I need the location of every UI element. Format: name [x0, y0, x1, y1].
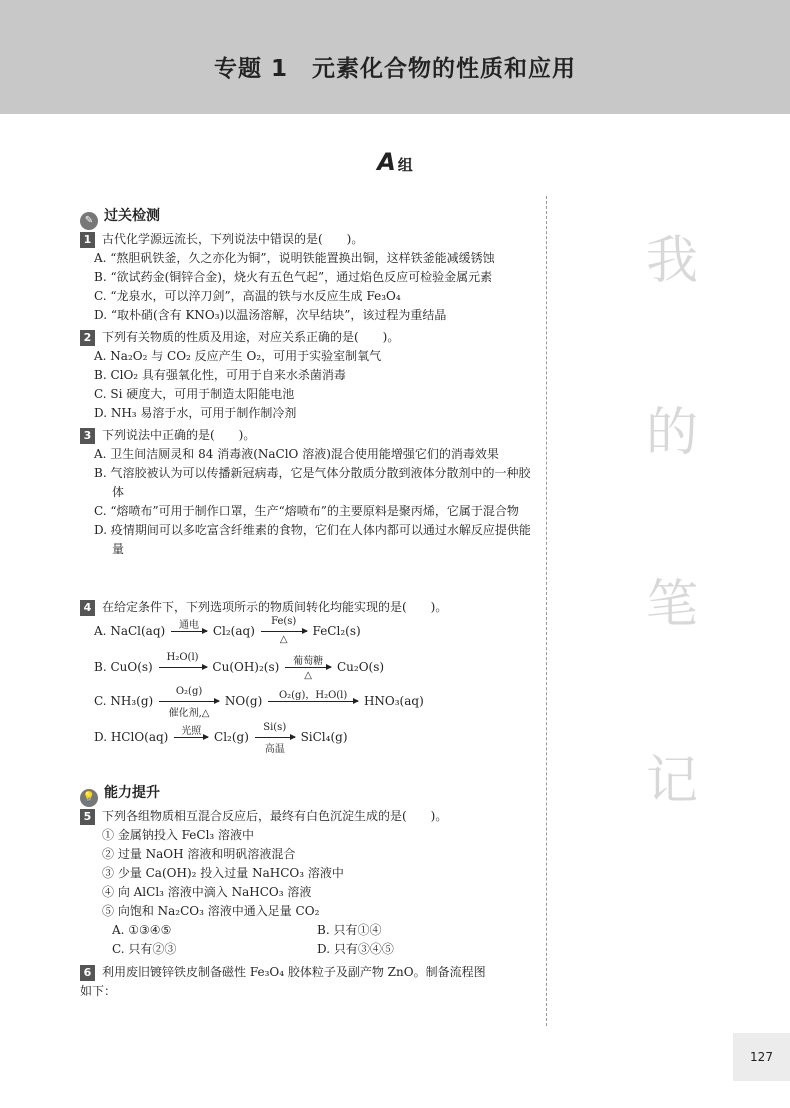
question-stem: 利用废旧镀锌铁皮制备磁性 Fe₃O₄ 胶体粒子及副产物 ZnO。制备流程图: [102, 965, 486, 979]
option-label: B.: [94, 660, 107, 674]
option: B. “欲试药金(铜锌合金)，烧火有五色气起”，通过焰色反应可检验金属元素: [94, 270, 493, 284]
option: C. Si 硬度大，可用于制造太阳能电池: [94, 387, 295, 401]
question-stem: 古代化学源远流长，下列说法中错误的是( )。: [102, 232, 364, 246]
question-stem: 在给定条件下，下列选项所示的物质间转化均能实现的是( )。: [102, 600, 448, 614]
option: A. Na₂O₂ 与 CO₂ 反应产生 O₂，可用于实验室制氧气: [94, 349, 382, 363]
option: A. “熬胆矾铁釜，久之亦化为铜”，说明铁能置换出铜，这样铁釜能减缓锈蚀: [94, 251, 495, 265]
species: NaCl(aq): [110, 624, 166, 638]
page-number: 127: [733, 1033, 790, 1081]
species: Cu₂O(s): [336, 660, 385, 674]
reaction-arrow: [174, 726, 208, 738]
reaction-arrow: [159, 686, 219, 719]
list-item: ③ 少量 Ca(OH)₂ 投入过量 NaHCO₃ 溶液中: [102, 866, 344, 880]
arrow-condition: 葡萄糖: [293, 656, 324, 667]
section-heading-improve: [80, 782, 160, 807]
option: B. ClO₂ 具有强氧化性，可用于自来水杀菌消毒: [94, 368, 346, 382]
question-number: 2: [80, 330, 95, 346]
list-item: ② 过量 NaOH 溶液和明矾溶液混合: [102, 847, 296, 861]
chapter-header: [0, 0, 790, 114]
side-note-char: 我: [645, 231, 698, 291]
reaction-arrow: [285, 656, 331, 681]
species: NH₃(g): [110, 694, 154, 708]
option: D. 只有③④⑤: [317, 942, 394, 956]
reaction-option-c: [94, 686, 424, 719]
question-number: 1: [80, 232, 95, 248]
group-heading: [0, 148, 790, 176]
side-note-char: 笔: [645, 575, 698, 635]
option: A. 卫生间洁厕灵和 84 消毒液(NaClO 溶液)混合使用能增强它们的消毒效果: [94, 447, 499, 461]
arrow-condition: O₂(g): [175, 686, 203, 697]
section-heading-check: [80, 205, 160, 230]
list-item: ⑤ 向饱和 Na₂CO₃ 溶液中通入足量 CO₂: [102, 904, 320, 918]
arrow-condition: △: [304, 670, 312, 681]
question-4: [80, 598, 542, 617]
notes-divider: [546, 196, 547, 1026]
arrow-condition: △: [279, 634, 288, 645]
species: Cl₂(g): [214, 730, 249, 744]
arrow-condition: Fe(s): [271, 616, 297, 627]
question-number: 5: [80, 809, 95, 825]
chapter-title: 专题 1 元素化合物的性质和应用: [213, 56, 576, 82]
reaction-arrow: [171, 620, 207, 632]
option: B. 只有①④: [317, 923, 382, 937]
option-label: D.: [94, 730, 108, 744]
group-label: 组: [397, 156, 413, 174]
species: HNO₃(aq): [363, 694, 424, 708]
option-label: C.: [94, 694, 107, 708]
species: SiCl₄(g): [300, 730, 348, 744]
option: C. “熔喷布”可用于制作口罩，生产“熔喷布”的主要原料是聚丙烯，它属于混合物: [94, 504, 519, 518]
side-note-char: 的: [645, 403, 698, 463]
list-item: ① 金属钠投入 FeCl₃ 溶液中: [102, 828, 255, 842]
option: C. “龙泉水，可以淬刀剑”，高温的铁与水反应生成 Fe₃O₄: [94, 289, 401, 303]
section-title: 过关检测: [104, 208, 160, 224]
question-number: 4: [80, 600, 95, 616]
reaction-arrow: [159, 652, 207, 668]
question-number: 6: [80, 965, 95, 981]
question-6: [80, 963, 542, 1001]
arrow-condition: 高温: [264, 744, 285, 755]
side-note-char: 记: [645, 751, 698, 811]
question-3: [80, 426, 542, 559]
species: CuO(s): [110, 660, 153, 674]
option: D. 疫情期间可以多吃富含纤维素的食物，它们在人体内都可以通过水解反应提供能量: [94, 523, 531, 556]
species: NO(g): [224, 694, 263, 708]
option: A. ①③④⑤: [112, 923, 172, 937]
species: Cl₂(aq): [212, 624, 255, 638]
group-letter: A: [377, 148, 396, 176]
question-stem: 下列说法中正确的是( )。: [102, 428, 256, 442]
question-2: [80, 328, 542, 423]
option: C. 只有②③: [112, 942, 177, 956]
arrow-condition: Si(s): [263, 722, 287, 733]
arrow-condition: O₂(g)，H₂O(l): [278, 690, 348, 701]
megaphone-icon: ✎: [80, 212, 98, 230]
reaction-option-b: [94, 652, 385, 681]
reaction-option-a: [94, 616, 361, 645]
list-item: ④ 向 AlCl₃ 溶液中滴入 NaHCO₃ 溶液: [102, 885, 312, 899]
arrow-condition: 光照: [181, 726, 202, 737]
question-1: [80, 230, 542, 325]
arrow-condition: 催化剂,△: [168, 708, 210, 719]
species: Cu(OH)₂(s): [212, 660, 280, 674]
question-5: [80, 807, 542, 959]
question-stem: 下列各组物质相互混合反应后，最终有白色沉淀生成的是( )。: [102, 809, 448, 823]
question-number: 3: [80, 428, 95, 444]
reaction-option-d: [94, 722, 348, 755]
species: FeCl₂(s): [312, 624, 361, 638]
reaction-arrow: [261, 616, 307, 645]
section-title: 能力提升: [104, 785, 160, 801]
question-stem-continued: 如下：: [80, 984, 117, 998]
lightbulb-icon: 💡: [80, 789, 98, 807]
option: B. 气溶胶被认为可以传播新冠病毒，它是气体分散质分散到液体分散剂中的一种胶体: [94, 466, 531, 499]
question-stem: 下列有关物质的性质及用途，对应关系正确的是( )。: [102, 330, 400, 344]
option: D. NH₃ 易溶于水，可用于制作制冷剂: [94, 406, 297, 420]
reaction-arrow: [268, 690, 358, 702]
arrow-condition: 通电: [179, 620, 200, 631]
option: D. “取朴硝(含有 KNO₃)以温汤溶解，次早结块”，该过程为重结晶: [94, 308, 447, 322]
arrow-condition: H₂O(l): [166, 652, 199, 663]
option-label: A.: [94, 624, 107, 638]
reaction-arrow: [255, 722, 295, 755]
species: HClO(aq): [110, 730, 169, 744]
